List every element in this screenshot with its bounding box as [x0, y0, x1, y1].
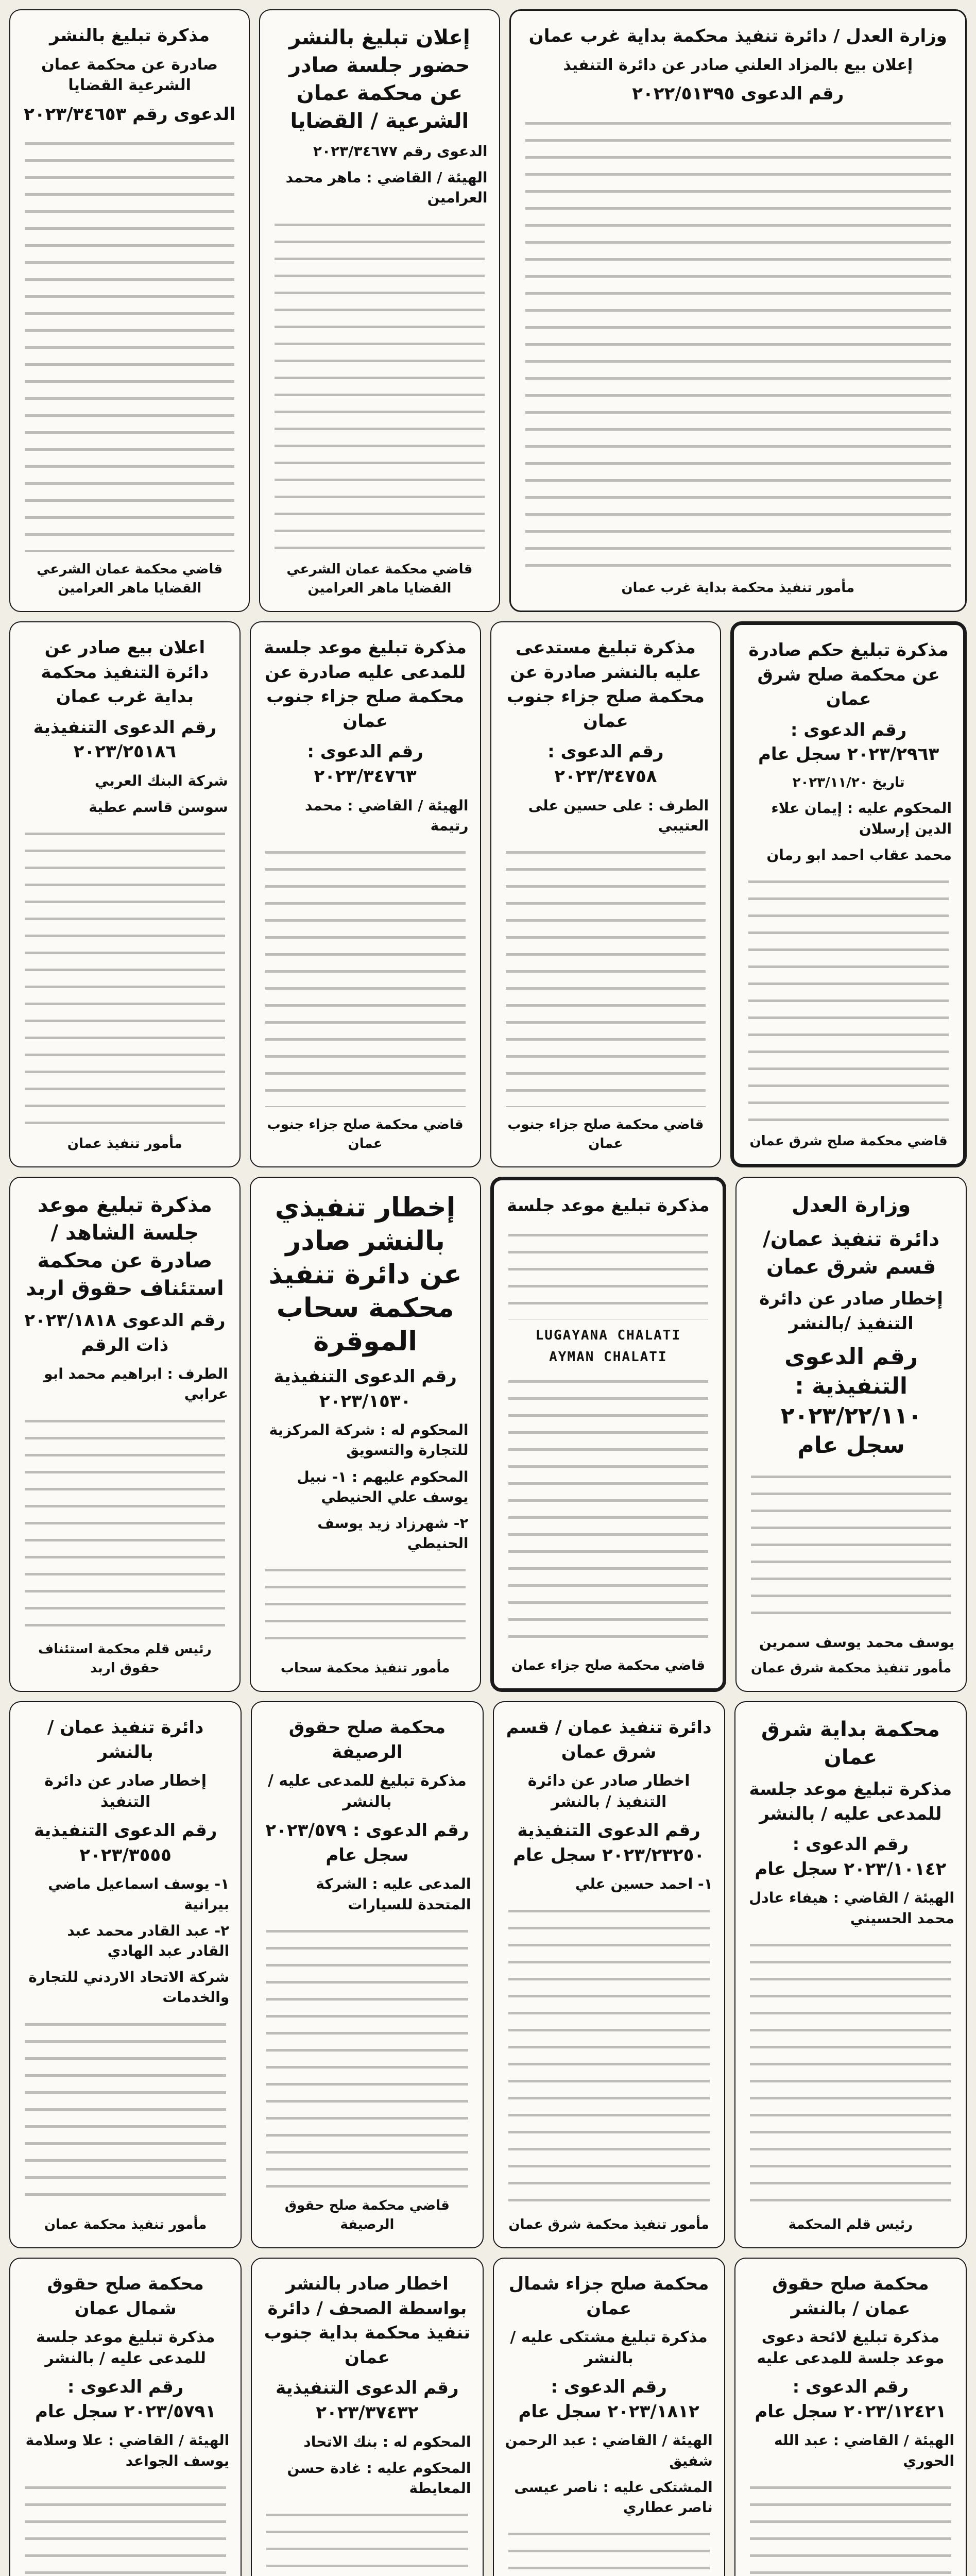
notice-signature: مأمور تنفيذ محكمة بداية غرب عمان [621, 580, 855, 596]
notices-row-3 [9, 1177, 967, 1692]
notice-execution-amman [9, 1701, 242, 2248]
case-number: رقم الدعوى : ٢٠٢٣/٣٤٧٦٣ [307, 741, 423, 787]
notice-heading: اخطار صادر بالنشر بواسطة الصحف / دائرة تنفيذ محكمة بداية جنوب عمان [264, 2274, 470, 2368]
notice-body-text [25, 135, 234, 552]
notice-heading: محكمة صلح حقوق الرصيفة [288, 1717, 446, 1762]
notice-signature: قاضي محكمة صلح جزاء عمان [511, 1657, 706, 1673]
party-name: محمد عقاب احمد ابو رمان [766, 846, 952, 863]
notice-heading: دائرة تنفيذ عمان / بالنشر [47, 1717, 204, 1762]
party-name: ١- يوسف اسماعيل ماضي بيرانية [48, 1875, 230, 1913]
notice-auction-sale [509, 9, 967, 612]
notice-subheading: صادرة عن محكمة عمان الشرعية القضايا [41, 55, 218, 95]
party-name: الطرف : على حسين على العتيبي [528, 796, 709, 834]
notice-heading: مذكرة تبليغ موعد جلسة للمدعى عليه صادرة عن محكمة صلح جزاء جنوب عمان [264, 637, 467, 732]
notice-body-text [266, 1923, 468, 2188]
party-name: شركة البنك العربي [94, 772, 228, 789]
party-name: شركة الاتحاد الاردني للتجارة والخدمات [28, 1969, 230, 2006]
notice-execution-warning [735, 1177, 967, 1692]
party-name: المحكوم له : بنك الاتحاد [303, 2433, 471, 2450]
notice-heading: مذكرة تبليغ موعد جلسة الشاهد / صادرة عن محكمة استئناف حقوق اربد [26, 1193, 224, 1300]
judge-name: الهيئة / القاضي : ماهر محمد العرامين [285, 169, 488, 207]
notice-heading: دائرة تنفيذ عمان/قسم شرق عمان [763, 1227, 940, 1279]
notice-subheading: مذكرة تبليغ موعد جلسة للمدعى عليه / بالنشر [36, 2328, 215, 2367]
notice-sale-announcement [9, 621, 241, 1167]
notice-east-amman-first-instance [734, 1701, 967, 2248]
notice-judgment-notification [730, 621, 967, 1167]
case-number: رقم الدعوى التنفيذية ٢٠٢٣/٢٥١٨٦ [33, 717, 217, 762]
notice-north-amman-criminal [493, 2258, 725, 2576]
notice-signature: قاضي محكمة صلح جزاء جنوب عمان [507, 1117, 704, 1151]
party-name: المدعى عليه : الشركة المتحدة للسيارات [316, 1875, 471, 1913]
notice-date: تاريخ ٢٠٢٣/١١/٢٠ [792, 774, 905, 790]
notices-row-5 [9, 2258, 967, 2576]
notice-signature: قاضي محكمة صلح شرق عمان [749, 1133, 948, 1149]
notice-body-text [275, 216, 484, 552]
notice-body-text [508, 1227, 709, 1319]
notice-body-text [748, 873, 949, 1124]
notice-witness-hearing [9, 1177, 241, 1692]
party-name: ٢- شهرزاد زيد يوسف الحنيطي [317, 1514, 469, 1552]
notice-body-text [266, 2506, 468, 2576]
notice-signature: قاضي محكمة عمان الشرعي القضايا ماهر العرامين [286, 562, 473, 596]
case-number: الدعوى رقم ٢٠٢٣/٣٤٦٥٣ [24, 104, 236, 125]
case-number: رقم الدعوى : ٢٠٢٣/٥٧٩ سجل عام [265, 1820, 469, 1866]
judge-name: الهيئة / القاضي : محمد رتيمة [305, 796, 469, 834]
notice-body-text [750, 1937, 951, 2207]
notice-subheading: إعلان بيع بالمزاد العلني صادر عن دائرة التنفيذ [563, 56, 913, 74]
notice-subheading: مذكرة تبليغ موعد جلسة للمدعى عليه / بالنشر [749, 1779, 952, 1824]
notice-signature: مأمور تنفيذ محكمة شرق عمان [750, 1660, 952, 1676]
party-name: المشتكى عليه : ناصر عيسى ناصر عطاري [514, 2478, 713, 2516]
notice-rusaifa-court [251, 1701, 483, 2248]
notice-south-amman-execution [251, 2258, 483, 2576]
notice-body-text [25, 825, 225, 1126]
judge-name: الهيئة / القاضي : هيفاء عادل محمد الحسيني [749, 1889, 954, 1927]
notice-north-amman-civil [9, 2258, 242, 2576]
notice-signature: رئيس قلم المحكمة [788, 2216, 913, 2232]
judge-name: الهيئة / القاضي : عبد الله الحوري [774, 2432, 954, 2469]
notice-body-text [525, 115, 951, 570]
notice-heading: مذكرة تبليغ مستدعى عليه بالنشر صادرة عن محكمة صلح جزاء جنوب عمان [506, 637, 705, 732]
party-name: المحكوم عليهم : ١- نبيل يوسف علي الحنيطي [297, 1468, 469, 1505]
case-number: رقم الدعوى : ٢٠٢٣/١٨١٢ سجل عام [518, 2377, 699, 2422]
notice-heading: مذكرة تبليغ موعد جلسة [507, 1195, 710, 1216]
notice-execution-east-amman [493, 1701, 725, 2248]
notice-heading: إعلان تبليغ بالنشر حضور جلسة صادر عن محكمة عمان الشرعية / القضايا [289, 26, 470, 133]
case-number: رقم الدعوى التنفيذية ٢٠٢٣/٣٧٤٣٢ [276, 2378, 459, 2423]
case-number: رقم الدعوى : ٢٠٢٣/٥٧٩١ سجل عام [35, 2377, 216, 2422]
case-number: رقم الدعوى التنفيذية ٢٠٢٣/١٥٣٠ [273, 1366, 457, 1412]
judge-name: الهيئة / القاضي : عبد الرحمن شفيق [505, 2432, 713, 2469]
notice-signature: مأمور تنفيذ محكمة شرق عمان [508, 2216, 709, 2232]
notice-subheading: اخطار صادر عن دائرة التنفيذ / بالنشر [527, 1772, 690, 1811]
case-number: رقم الدعوى ٢٠٢٢/٥١٣٩٥ [632, 83, 844, 105]
party-name: ٢- عبد القادر محمد عبد القادر عبد الهادي [67, 1922, 230, 1959]
party-name: المحكوم عليه : غادة حسن المعايطة [287, 2459, 471, 2497]
notice-signature: مأمور تنفيذ محكمة سحاب [280, 1660, 450, 1676]
notice-hearing-date [250, 621, 481, 1167]
notice-heading: محكمة صلح جزاء شمال عمان [508, 2274, 709, 2319]
party-name: الطرف : ابراهيم محمد ابو عرابي [44, 1365, 228, 1403]
notice-body-text [265, 1562, 466, 1650]
case-number: رقم الدعوى التنفيذية ٢٠٢٣/٢٣٢٥٠ سجل عام [513, 1820, 705, 1866]
ministry-name: وزارة العدل [791, 1193, 911, 1217]
notice-body-text [751, 1468, 951, 1624]
party-name: يوسف محمد يوسف سمرين [759, 1634, 954, 1651]
notice-signature: قاضي محكمة عمان الشرعي القضايا ماهر العرامين [37, 562, 223, 596]
notices-row-1 [9, 9, 967, 612]
notice-amman-civil-court [734, 2258, 967, 2576]
newspaper-legal-notices-page [9, 9, 967, 2576]
notice-subheading: مذكرة تبليغ للمدعى عليه / بالنشر [267, 1772, 467, 1811]
notice-execution-sahab [250, 1177, 481, 1692]
notice-body-text [508, 1373, 709, 1648]
party-name-latin: AYMAN CHALATI [549, 1349, 667, 1365]
notice-sharia-court-summons [259, 9, 500, 612]
notice-heading: إخطار تنفيذي بالنشر صادر عن دائرة تنفيذ محكمة سحاب الموقرة [268, 1192, 462, 1357]
notice-heading: محكمة صلح حقوق عمان / بالنشر [772, 2274, 929, 2319]
notice-heading: محكمة صلح حقوق شمال عمان [47, 2274, 204, 2319]
notice-signature: مأمور تنفيذ عمان [67, 1136, 182, 1151]
notice-body-text [25, 2479, 226, 2576]
notice-defendant-publication [490, 621, 722, 1167]
notices-row-2 [9, 621, 967, 1167]
notice-body-text [750, 2479, 951, 2576]
party-name: المحكوم عليه : إيمان علاء الدين إرسلان [771, 800, 952, 837]
notices-row-4 [9, 1701, 967, 2248]
party-name: ١- احمد حسين علي [575, 1875, 713, 1893]
party-name: سوسن قاسم عطية [89, 799, 228, 816]
notice-signature: قاضي محكمة صلح حقوق الرصيفة [284, 2198, 450, 2232]
notice-body-text [25, 1413, 225, 1632]
case-number: رقم الدعوى التنفيذية : ٢٠٢٣/٢٢/١١٠ سجل عام [780, 1344, 922, 1459]
notice-subheading: مذكرة تبليغ مشتكى عليه / بالنشر [510, 2328, 708, 2367]
case-number: رقم الدعوى : ٢٠٢٣/١٠١٤٢ سجل عام [755, 1834, 947, 1879]
party-name-latin: LUGAYANA CHALATI [535, 1327, 681, 1343]
notice-subheading: إخطار صادر عن دائرة التنفيذ [44, 1772, 207, 1811]
case-number: رقم الدعوى : ٢٠٢٣/٢٩٦٣ سجل عام [758, 719, 939, 765]
notice-subheading: إخطار صادر عن دائرة التنفيذ /بالنشر [759, 1289, 943, 1334]
party-name: المحكوم له : شركة المركزية للتجارة والتسويق [269, 1421, 469, 1459]
notice-heading: مذكرة تبليغ حكم صادرة عن محكمة صلح شرق عمان [748, 640, 949, 710]
case-number: الدعوى رقم ٢٠٢٣/٣٤٦٧٧ [313, 143, 488, 160]
notice-heading: وزارة العدل / دائرة تنفيذ محكمة بداية غرب عمان [528, 26, 947, 46]
case-number: رقم الدعوى : ٢٠٢٣/١٢٤٢١ سجل عام [755, 2377, 947, 2422]
case-number: رقم الدعوى ٢٠٢٣/١٨١٨ ذات الرقم [24, 1310, 226, 1355]
notice-heading: اعلان بيع صادر عن دائرة التنفيذ محكمة بداية غرب عمان [41, 637, 209, 707]
notice-subheading: مذكرة تبليغ لائحة دعوى موعد جلسة للمدعى عليه [757, 2328, 945, 2367]
notice-signature: رئيس قلم محكمة استئناف حقوق اربد [38, 1641, 212, 1676]
notice-body-text [508, 2526, 710, 2576]
notice-body-text [265, 844, 466, 1107]
case-number: رقم الدعوى التنفيذية ٢٠٢٣/٣٥٥٥ [33, 1820, 217, 1866]
notice-body-text [506, 844, 706, 1107]
notice-hearing-foreign-parties [490, 1177, 727, 1692]
notice-body-text [508, 1903, 710, 2207]
notice-signature: قاضي محكمة صلح جزاء جنوب عمان [267, 1117, 464, 1151]
notice-signature: مأمور تنفيذ محكمة عمان [44, 2216, 207, 2232]
notice-heading: دائرة تنفيذ عمان / قسم شرق عمان [506, 1717, 712, 1762]
case-number: رقم الدعوى : ٢٠٢٣/٣٤٧٥٨ [547, 741, 664, 787]
judge-name: الهيئة / القاضي : علا وسلامة يوسف الجواعد [25, 2432, 230, 2469]
notice-heading: مذكرة تبليغ بالنشر [49, 25, 210, 46]
notice-heading: محكمة بداية شرق عمان [761, 1718, 940, 1769]
notice-body-text [25, 2016, 226, 2207]
notice-sharia-court-notification [9, 9, 250, 612]
